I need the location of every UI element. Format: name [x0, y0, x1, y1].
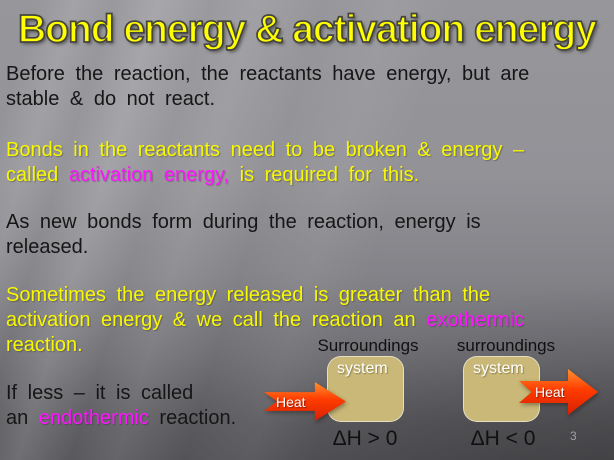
- text-line: [6, 138, 610, 163]
- system-label-right: system: [473, 360, 524, 377]
- text-segment: Bonds in the reactants need to be broken & energy –: [6, 139, 525, 161]
- delta-h-caption-right: ΔH < 0: [470, 427, 536, 450]
- heat-label-left: Heat: [276, 393, 306, 410]
- text-segment: reaction.: [6, 334, 83, 356]
- text-line: [6, 210, 610, 235]
- paragraph: [6, 138, 610, 188]
- surroundings-label-right: surroundings: [456, 336, 556, 355]
- text-segment: called: [6, 164, 69, 186]
- text-line: [6, 87, 610, 112]
- text-segment: is required for this.: [229, 164, 420, 186]
- text-line: [6, 62, 610, 87]
- text-line: [6, 235, 610, 260]
- slide-title: Bond energy & activation energy: [18, 8, 596, 51]
- text-segment: endothermic: [38, 407, 149, 429]
- text-segment: exothermic: [426, 309, 525, 331]
- text-line: [6, 308, 610, 333]
- text-segment: Before the reaction, the reactants have energy, but are: [6, 63, 530, 85]
- heat-arrow-in: [264, 382, 346, 421]
- text-segment: reaction.: [148, 407, 237, 429]
- delta-h-caption-left: ΔH > 0: [332, 427, 398, 450]
- text-segment: an: [6, 407, 39, 429]
- text-segment: If less – it is called: [6, 382, 194, 404]
- surroundings-label-left: Surroundings: [317, 336, 419, 355]
- text-segment: stable & do not react.: [6, 88, 216, 110]
- paragraph: [6, 210, 610, 260]
- paragraph: [6, 62, 610, 112]
- text-segment: As new bonds form during the reaction, energy is: [6, 211, 481, 233]
- text-line: [6, 283, 610, 308]
- text-segment: Sometimes the energy released is greater than the: [6, 284, 491, 306]
- heat-label-right: Heat: [535, 384, 565, 400]
- text-segment: activation energy,: [68, 164, 230, 186]
- system-label-left: system: [337, 360, 388, 377]
- heat-arrow-out: [519, 369, 598, 415]
- text-segment: released.: [6, 236, 89, 258]
- text-segment: activation energy & we call the reaction an: [6, 309, 427, 331]
- text-line: [6, 163, 610, 188]
- page-number: 3: [570, 429, 577, 443]
